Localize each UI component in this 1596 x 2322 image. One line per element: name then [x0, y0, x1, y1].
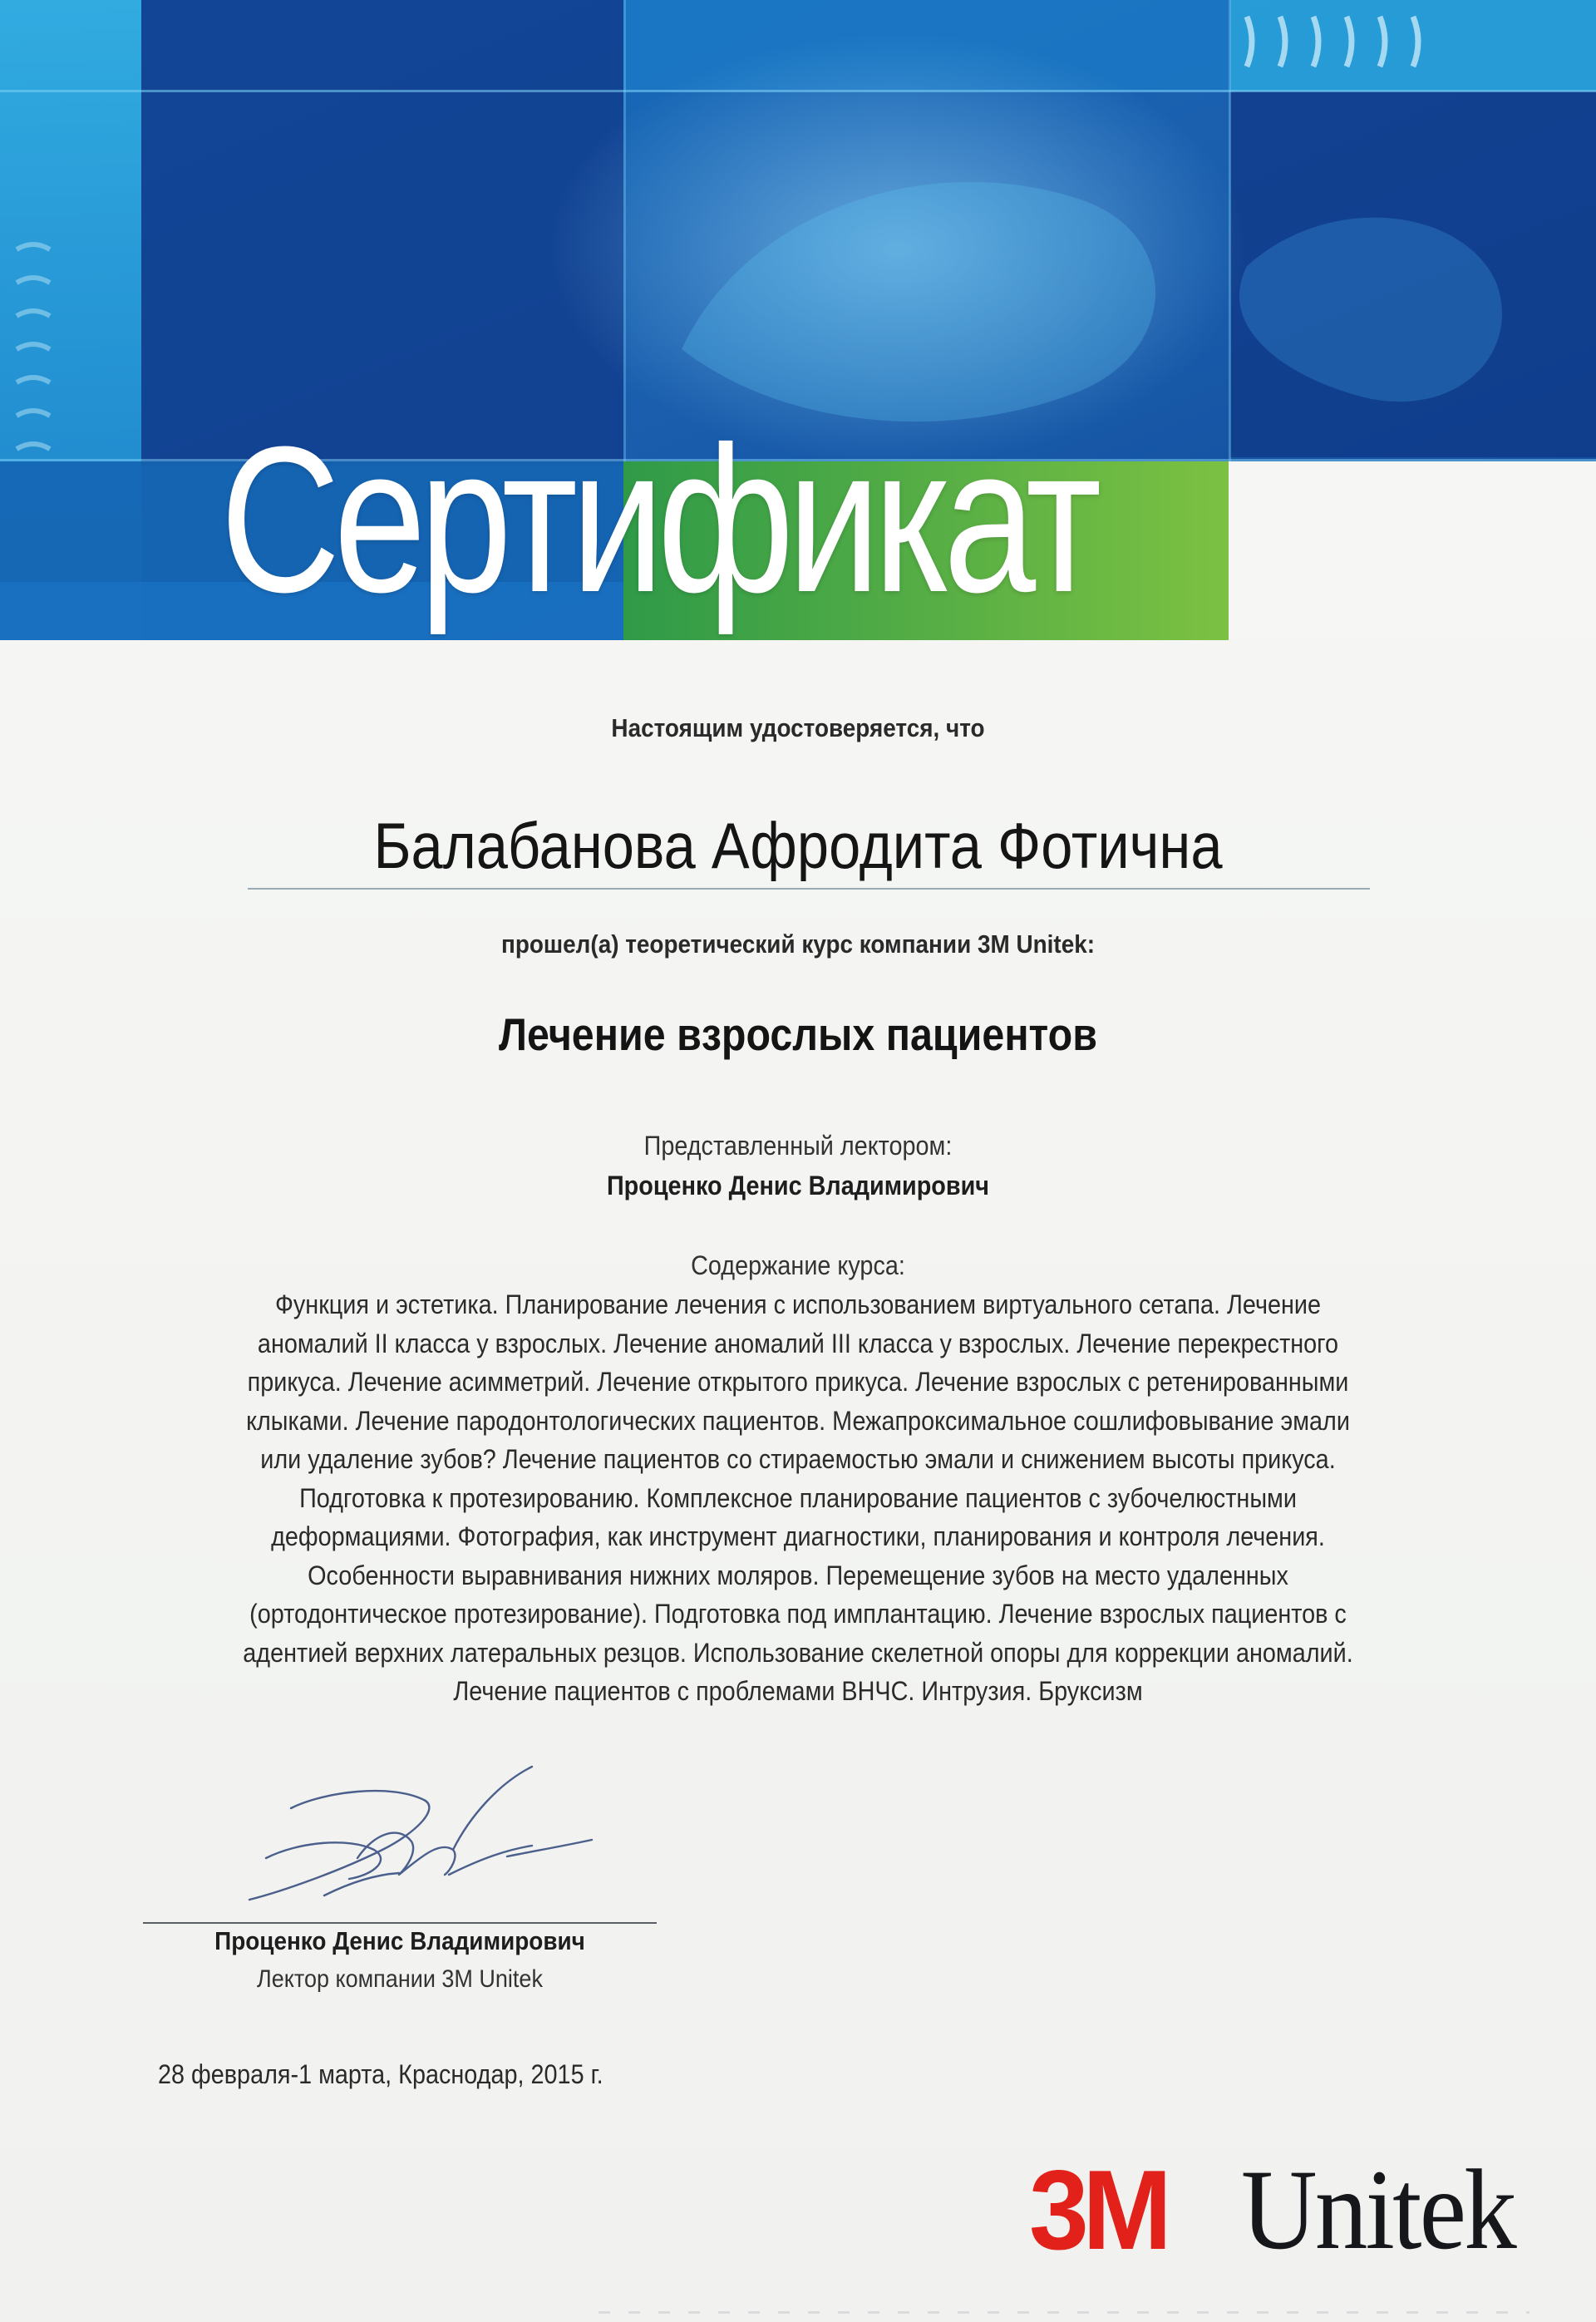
signature-line — [143, 1922, 657, 1924]
course-contents — [158, 1285, 1438, 1711]
certifies-text: Настоящим удостоверяется, что — [611, 713, 985, 742]
contents-line: прикуса. Лечение асимметрий. Лечение открытого прикуса. Лечение взрослых с ретенированными — [247, 1367, 1349, 1397]
contents-line: Особенности выравнивания нижних моляров. Перемещение зубов на место удаленных — [308, 1560, 1288, 1590]
contents-line: аномалий II класса у взрослых. Лечение аномалий III класса у взрослых. Лечение перекрестного — [257, 1328, 1339, 1358]
contents-line: деформациями. Фотография, как инструмент диагностики, планирования и контроля лечения. — [271, 1521, 1325, 1551]
lecturer-label: Представленный лектором: — [643, 1131, 953, 1161]
logo-3m: 3M — [1029, 2147, 1166, 2273]
handwritten-signature — [233, 1758, 598, 1916]
name-underline — [248, 888, 1370, 890]
3m-unitek-logo — [1029, 2146, 1515, 2273]
contents-line: Функция и эстетика. Планирование лечения с использованием виртуального сетапа. Лечение — [274, 1289, 1321, 1319]
recipient-name: Балабанова Афродита Фотична — [373, 809, 1223, 882]
lecturer-name: Проценко Денис Владимирович — [606, 1171, 990, 1200]
contents-label: Содержание курса: — [691, 1250, 905, 1280]
logo-unitek: Unitek — [1241, 2146, 1515, 2273]
certificate-title: Сертификат — [220, 403, 1096, 635]
course-title: Лечение взрослых пациентов — [499, 1008, 1097, 1060]
contents-line: или удаление зубов? Лечение пациентов со стираемостью эмали и снижением высоты прикуса. — [260, 1444, 1336, 1474]
contents-line: Подготовка к протезированию. Комплексное планирование пациентов с зубочелюстными — [299, 1482, 1297, 1513]
bottom-divider — [598, 2311, 1530, 2314]
date-place: 28 февраля-1 марта, Краснодар, 2015 г. — [158, 2059, 603, 2089]
contents-line: Лечение пациентов с проблемами ВНЧС. Интрузия. Бруксизм — [453, 1676, 1143, 1706]
contents-line: клыками. Лечение пародонтологических пациентов. Межапроксимальное сошлифовывание эмали — [246, 1405, 1350, 1436]
contents-line: (ортодонтическое протезирование). Подготовка под имплантацию. Лечение взрослых пациентов с — [249, 1599, 1347, 1629]
header-banner — [0, 0, 1596, 640]
course-intro: прошел(а) теоретический курс компании 3M Unitek: — [500, 929, 1096, 959]
contents-line: адентией верхних латеральных резцов. Использование скелетной опоры для коррекции аномалий. — [243, 1637, 1353, 1668]
signatory-role: Лектор компании 3M Unitek — [257, 1965, 543, 1993]
signatory-name: Проценко Денис Владимирович — [214, 1926, 585, 1955]
